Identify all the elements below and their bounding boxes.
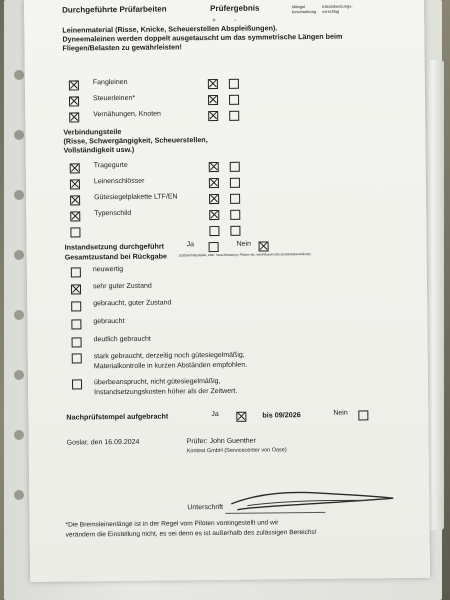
repair-ja-checkbox[interactable] <box>209 242 219 252</box>
option-gut: gebraucht, guter Zustand <box>93 299 172 308</box>
plus-fangleinen[interactable] <box>208 79 218 89</box>
lines-section-title: Leinenmaterial (Risse, Knicke, Scheuerstellen Abspleißungen). <box>62 23 278 35</box>
signature-line <box>225 512 325 514</box>
minus-leinenschloesser[interactable] <box>230 178 240 188</box>
plus-empty[interactable] <box>209 226 219 236</box>
item-steuerleinen: Steuerleinen* <box>93 94 136 103</box>
header-col-work: Durchgeführte Prüfarbeiten <box>62 4 167 15</box>
stamp-until: bis 09/2026 <box>262 410 301 420</box>
header-col-repair: Instandsetzungs- vorschlag <box>322 3 353 14</box>
stamp-nein-checkbox[interactable] <box>358 410 368 420</box>
item-typenschild: Typenschild <box>94 209 132 218</box>
place-date: Goslar, den 16.09.2024 <box>66 438 140 447</box>
header-plus: + <box>212 17 216 25</box>
item-leinenschloesser: Leinenschlösser <box>93 177 145 186</box>
checkbox-vernaehungen[interactable] <box>69 112 79 122</box>
item-vernaehungen: Vernähungen, Knoten <box>93 110 161 119</box>
overall-subtitle: (Luftdurchlässigkeit, Alter, Verschmutzung, Flicken etc. beeinflussen die Zustandsbeurteilung) <box>178 252 311 258</box>
option-gebraucht-checkbox[interactable] <box>71 319 81 329</box>
repair-nein-label: Nein <box>236 240 252 248</box>
option-ueber-checkbox[interactable] <box>72 379 82 389</box>
repair-label: Instandsetzung durchgeführt <box>64 241 165 252</box>
checkbox-guetesiegel[interactable] <box>70 195 80 205</box>
plus-steuerleinen[interactable] <box>208 95 218 105</box>
checkbox-leinenschloesser[interactable] <box>70 179 80 189</box>
item-fangleinen: Fangleinen <box>92 78 128 87</box>
connect-section-title: Verbindungsteile (Risse, Schwergängigkeit, Scheuerstellen, Vollständigkeit usw.) <box>63 126 208 155</box>
plus-typenschild[interactable] <box>209 210 219 220</box>
repair-nein-checkbox[interactable] <box>259 241 269 251</box>
minus-vernaehungen[interactable] <box>229 111 239 121</box>
item-guetesiegel: Gütesiegelplakette LTF/EN <box>94 193 178 202</box>
checkbox-tragegurte[interactable] <box>70 163 80 173</box>
overall-title: Gesamtzustand bei Rückgabe <box>64 251 167 262</box>
option-sehr-gut-checkbox[interactable] <box>71 284 81 294</box>
plus-vernaehungen[interactable] <box>208 111 218 121</box>
header-col-defects: Mängel beschreibung <box>292 4 317 15</box>
item-tragegurte: Tragegurte <box>93 161 128 170</box>
plus-tragegurte[interactable] <box>209 162 219 172</box>
minus-tragegurte[interactable] <box>230 162 240 172</box>
option-neuwertig: neuwertig <box>92 265 124 274</box>
repair-ja-label: Ja <box>186 241 195 249</box>
stamp-ja-label: Ja <box>211 410 219 419</box>
stamp-ja-checkbox[interactable] <box>236 412 246 422</box>
minus-fangleinen[interactable] <box>229 79 239 89</box>
header-minus: - <box>234 17 237 24</box>
minus-steuerleinen[interactable] <box>229 95 239 105</box>
option-stark-checkbox[interactable] <box>72 353 82 363</box>
option-neuwertig-checkbox[interactable] <box>71 267 81 277</box>
minus-empty[interactable] <box>230 226 240 236</box>
company: Kontest GmbH (Servicecenter von Oase) <box>186 447 287 455</box>
checkbox-typenschild[interactable] <box>70 211 80 221</box>
checkbox-empty[interactable] <box>70 227 80 237</box>
lines-section-note: Dyneemaleinen werden doppelt ausgetauscht um das symmetrische Längen beim Fliegen/Belasten zu gewährleisten! <box>62 31 343 53</box>
option-gut-checkbox[interactable] <box>71 301 81 311</box>
signature-label: Unterschrift <box>187 503 224 512</box>
option-deutlich-checkbox[interactable] <box>72 337 82 347</box>
option-gebraucht: gebraucht <box>93 317 125 326</box>
inspector: Prüfer: John Guenther <box>186 437 256 446</box>
option-deutlich: deutlich gebraucht <box>93 335 151 344</box>
header-col-result: Prüfergebnis <box>210 3 260 14</box>
checkbox-fangleinen[interactable] <box>69 80 79 90</box>
minus-guetesiegel[interactable] <box>230 194 240 204</box>
stamp-nein-label: Nein <box>333 409 348 417</box>
option-stark: stark gebraucht, derzeitig noch gütesiegelmäßig, Materialkontrolle in kurzen Abständen empfohlen. <box>93 351 248 370</box>
inspection-form <box>24 0 430 582</box>
plus-guetesiegel[interactable] <box>209 194 219 204</box>
option-ueber: überbeansprucht, nicht gütesiegelmäßig, Instandsetzungskosten höher als der Zeitwert. <box>93 377 238 396</box>
plus-leinenschloesser[interactable] <box>209 178 219 188</box>
signature-scribble <box>227 486 397 514</box>
stamp-label: Nachprüfstempel aufgebracht <box>66 411 169 422</box>
option-sehr-gut: sehr guter Zustand <box>92 282 152 291</box>
checkbox-steuerleinen[interactable] <box>69 96 79 106</box>
minus-typenschild[interactable] <box>230 210 240 220</box>
disclaimer: *Die Bremsleinenlänge ist in der Regel vom Piloten voreingestellt und wir verändern die Einstellung nicht, es sei denn es ist außerhalb des zulässigen Bereichs! <box>65 519 317 539</box>
